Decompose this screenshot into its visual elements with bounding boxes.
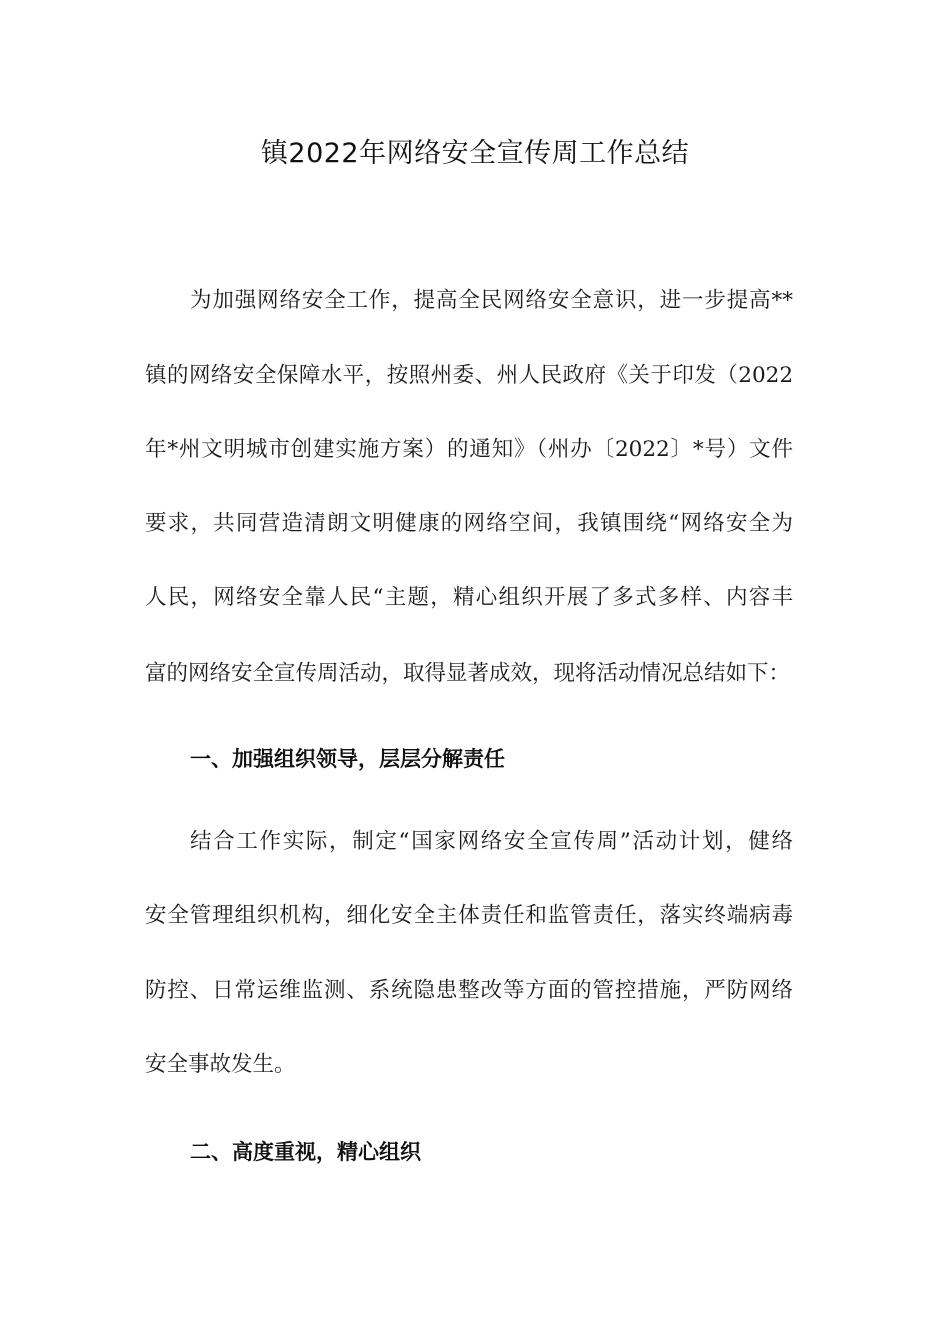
section-1-heading: 一、加强组织领导，层层分解责任 <box>190 747 505 771</box>
intro-line-4: 要求，共同营造清朗文明健康的网络空间，我镇围绕“网络安全为 <box>145 511 793 536</box>
section-2-heading: 二、高度重视，精心组织 <box>190 1140 421 1164</box>
intro-line-5: 人民，网络安全靠人民“主题，精心组织开展了多式多样、内容丰 <box>145 585 793 610</box>
section-1-line-4: 安全事故发生。 <box>145 1052 296 1077</box>
section-1-line-2: 安全管理组织机构，细化安全主体责任和监管责任，落实终端病毒 <box>145 903 793 928</box>
section-1-line-3: 防控、日常运维监测、系统隐患整改等方面的管控措施，严防网络 <box>145 978 793 1003</box>
intro-line-2: 镇的网络安全保障水平，按照州委、州人民政府《关于印发（2022 <box>145 363 793 388</box>
intro-line-1: 为加强网络安全工作，提高全民网络安全意识，进一步提高** <box>190 288 793 313</box>
intro-line-3: 年*州文明城市创建实施方案）的通知》（州办〔2022〕*号）文件 <box>145 437 793 462</box>
intro-line-6: 富的网络安全宣传周活动，取得显著成效，现将活动情况总结如下： <box>145 661 791 686</box>
document-title: 镇2022年网络安全宣传周工作总结 <box>260 138 690 169</box>
section-1-line-1: 结合工作实际，制定“国家网络安全宣传周”活动计划，健络 <box>190 829 793 854</box>
